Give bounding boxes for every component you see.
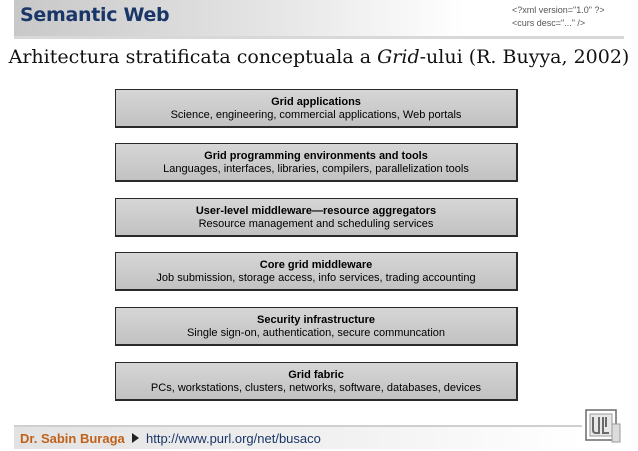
play-arrow-icon: [132, 433, 139, 443]
layer-security-infrastructure: [115, 307, 518, 346]
layer-core-grid-middleware: [115, 252, 518, 291]
university-logo-icon: [580, 406, 624, 446]
xml-line-1: <?xml version="1.0" ?>: [512, 5, 605, 15]
author-name: Dr. Sabin Buraga: [20, 431, 125, 446]
layer-description: Resource management and scheduling services: [198, 218, 434, 230]
layer-description: Science, engineering, commercial applications, Web portals: [170, 109, 462, 121]
layer-description: Job submission, storage access, info services, trading accounting: [156, 272, 476, 284]
layer-title: Grid programming environments and tools: [204, 150, 428, 162]
slide-title-suffix: -ului (R. Buyya, 2002): [419, 46, 630, 68]
layer-description: Languages, interfaces, libraries, compilers, parallelization tools: [163, 163, 469, 175]
layer-title: Security infrastructure: [257, 314, 375, 326]
layer-title: User-level middleware—resource aggregators: [195, 205, 437, 217]
layer-title: Grid applications: [271, 96, 361, 108]
layer-description: PCs, workstations, clusters, networks, software, databases, devices: [150, 382, 482, 394]
layer-grid-fabric: [115, 362, 518, 401]
slide-title-prefix: Arhitectura stratificata conceptuala a: [8, 46, 378, 68]
layer-grid-programming-environments: [115, 143, 518, 182]
slide-title-emphasis: Grid: [377, 46, 420, 68]
layer-user-level-middleware: [115, 198, 518, 237]
author-url-link[interactable]: http://www.purl.org/net/busaco: [146, 431, 321, 446]
layer-description: Single sign-on, authentication, secure communcation: [186, 327, 446, 339]
layer-title: Grid fabric: [288, 369, 344, 381]
xml-snippet: [512, 4, 605, 30]
xml-line-2: <curs desc="..." />: [512, 18, 586, 28]
layer-grid-applications: [115, 89, 518, 128]
layer-title: Core grid middleware: [259, 259, 373, 271]
course-title: Semantic Web: [20, 4, 170, 26]
header-divider: [14, 36, 624, 39]
slide-title: [0, 46, 638, 68]
